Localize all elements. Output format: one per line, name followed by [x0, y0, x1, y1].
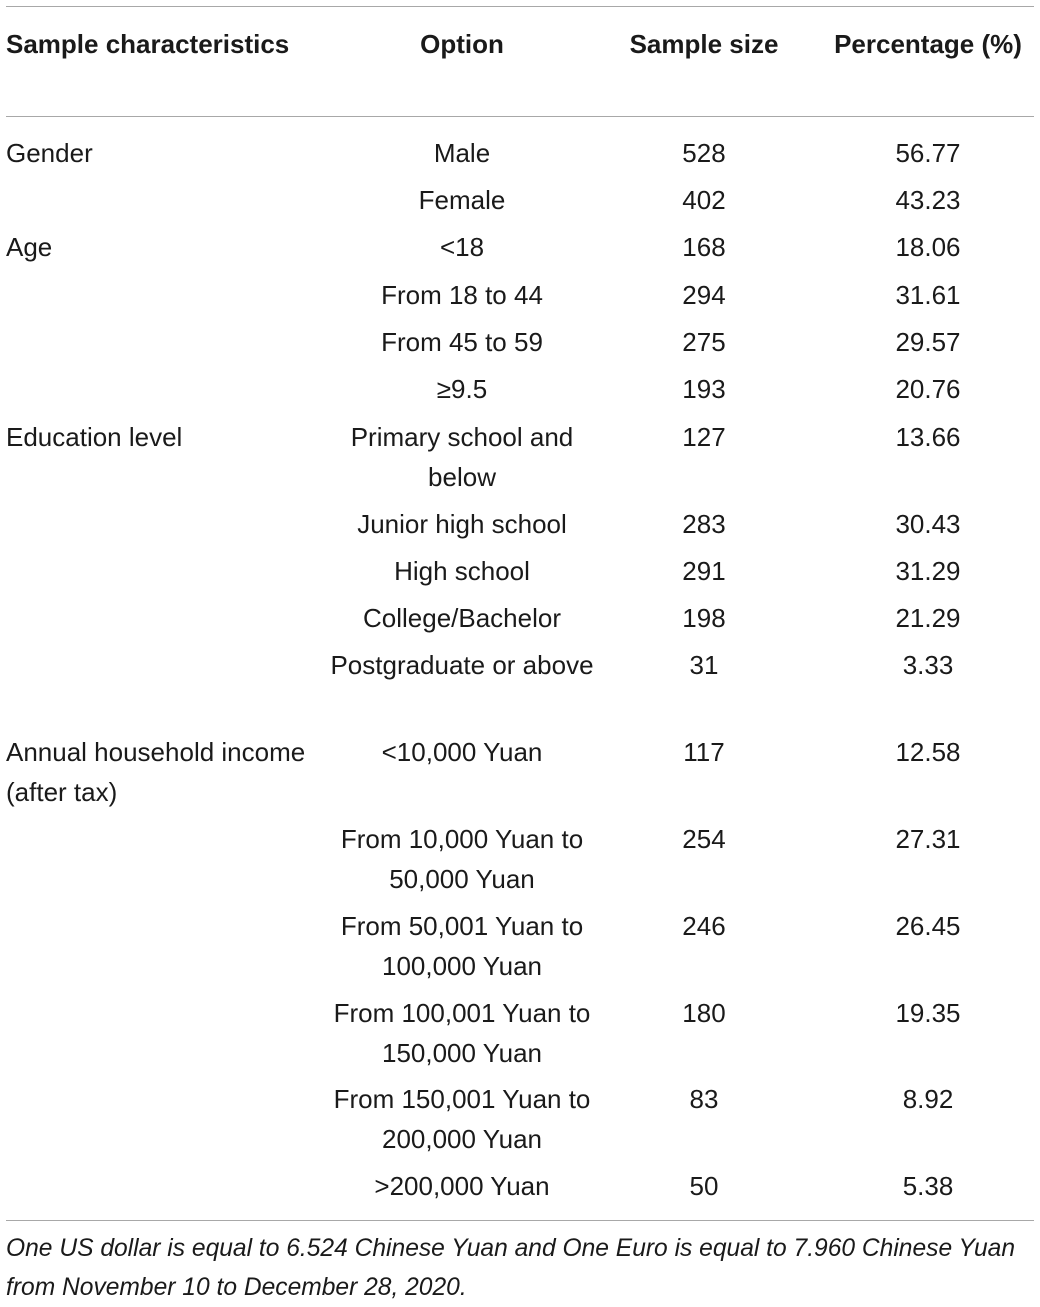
header-sample-size: Sample size	[629, 29, 779, 59]
row-percentage: 30.43	[895, 509, 961, 539]
row-category: Education level	[6, 422, 183, 452]
row-percentage: 21.29	[895, 603, 961, 633]
row-category: Annual household income (after tax)	[6, 737, 306, 807]
row-category: Gender	[6, 138, 93, 168]
table-bottom-rule	[6, 1220, 1034, 1221]
row-sample-size: 294	[682, 280, 726, 310]
row-option: From 45 to 59	[381, 327, 543, 357]
row-percentage: 29.57	[895, 327, 961, 357]
row-sample-size: 275	[682, 327, 726, 357]
row-option: Postgraduate or above	[330, 650, 594, 680]
row-sample-size: 117	[683, 737, 725, 767]
row-option: Female	[418, 185, 506, 215]
table-footnote: One US dollar is equal to 6.524 Chinese Yuan and One Euro is equal to 7.960 Chinese Yuan from November 10 to December 28, 2020.	[6, 1235, 1016, 1301]
row-sample-size: 127	[682, 422, 726, 452]
row-option: <18	[439, 232, 485, 262]
row-percentage: 31.29	[895, 556, 961, 586]
row-option: >200,000 Yuan	[374, 1171, 550, 1201]
row-percentage: 56.77	[895, 138, 961, 168]
row-sample-size: 246	[682, 911, 726, 941]
row-option: From 100,001 Yuan to 150,000 Yuan	[333, 998, 591, 1068]
row-option: College/Bachelor	[362, 603, 561, 633]
row-percentage: 43.23	[895, 185, 961, 215]
row-percentage: 27.31	[895, 824, 961, 854]
row-percentage: 5.38	[902, 1171, 954, 1201]
row-percentage: 31.61	[895, 280, 961, 310]
row-percentage: 26.45	[895, 911, 961, 941]
row-option: From 18 to 44	[381, 280, 543, 310]
row-sample-size: 528	[682, 138, 726, 168]
row-option: ≥9.5	[436, 374, 488, 404]
row-option: High school	[394, 556, 530, 586]
header-option: Option	[420, 29, 504, 59]
row-percentage: 8.92	[902, 1084, 954, 1114]
table-top-rule	[6, 6, 1034, 7]
row-percentage: 19.35	[895, 998, 961, 1028]
row-percentage: 20.76	[895, 374, 961, 404]
row-option: <10,000 Yuan	[381, 737, 543, 767]
header-percentage: Percentage (%)	[834, 29, 1022, 59]
row-sample-size: 193	[682, 374, 726, 404]
row-sample-size: 402	[682, 185, 726, 215]
row-option: From 50,001 Yuan to 100,000 Yuan	[340, 911, 584, 981]
row-option: Primary school and below	[350, 422, 574, 492]
row-option: From 150,001 Yuan to 200,000 Yuan	[333, 1084, 591, 1154]
row-sample-size: 254	[682, 824, 726, 854]
row-sample-size: 180	[682, 998, 726, 1028]
row-sample-size: 50	[689, 1171, 719, 1201]
row-sample-size: 83	[689, 1084, 719, 1114]
row-category: Age	[6, 232, 53, 262]
row-sample-size: 168	[682, 232, 726, 262]
row-percentage: 18.06	[895, 232, 961, 262]
row-percentage: 3.33	[902, 650, 954, 680]
header-divider-rule	[6, 116, 1034, 117]
row-percentage: 13.66	[895, 422, 961, 452]
row-sample-size: 31	[689, 650, 719, 680]
header-sample-characteristics: Sample characteristics	[6, 29, 290, 59]
row-sample-size: 291	[682, 556, 726, 586]
row-percentage: 12.58	[895, 737, 961, 767]
row-sample-size: 283	[682, 509, 726, 539]
row-option: From 10,000 Yuan to 50,000 Yuan	[340, 824, 584, 894]
row-sample-size: 198	[682, 603, 726, 633]
row-option: Junior high school	[357, 509, 567, 539]
row-option: Male	[433, 138, 491, 168]
